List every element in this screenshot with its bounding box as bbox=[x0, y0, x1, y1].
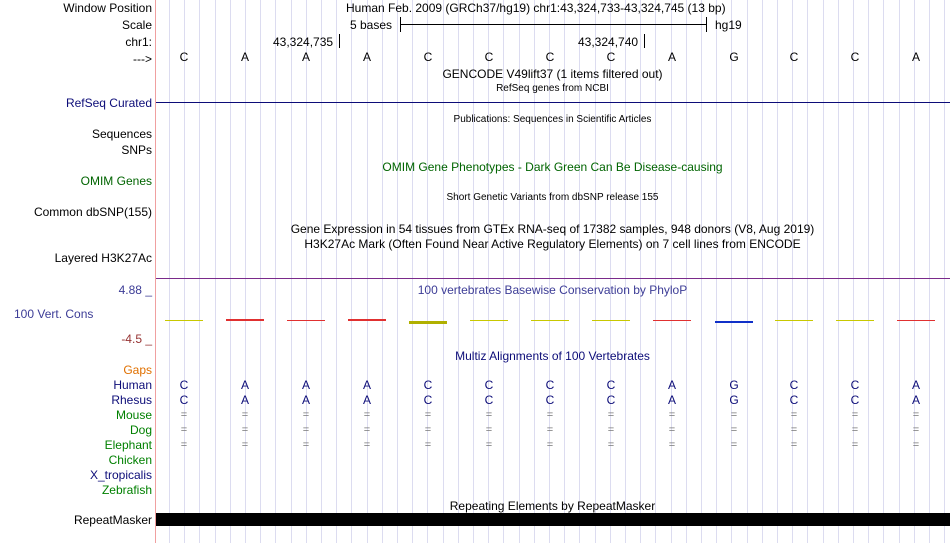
window-position-text: Human Feb. 2009 (GRCh37/hg19) chr1:43,324,733-43,324,745 (13 bp) bbox=[346, 1, 726, 15]
alignment-match: = bbox=[851, 409, 859, 421]
base-letter: C bbox=[850, 50, 860, 64]
alignment-match: = bbox=[363, 424, 371, 436]
species-label-elephant[interactable]: Elephant bbox=[104, 438, 152, 452]
alignment-match: = bbox=[180, 424, 188, 436]
refseq-label[interactable]: RefSeq Curated bbox=[65, 96, 152, 110]
alignment-match: = bbox=[668, 424, 676, 436]
alignment-base: G bbox=[729, 393, 739, 407]
scale-bar bbox=[400, 24, 706, 25]
gaps-label[interactable]: Gaps bbox=[123, 363, 152, 377]
alignment-match: = bbox=[607, 409, 615, 421]
alignment-match: = bbox=[485, 439, 493, 451]
alignment-base: C bbox=[179, 378, 189, 392]
gencode-track-title[interactable]: GENCODE V49lift37 (1 items filtered out) bbox=[442, 67, 663, 81]
base-letter: A bbox=[240, 50, 249, 64]
alignment-base: C bbox=[606, 393, 616, 407]
alignment-base: A bbox=[911, 393, 920, 407]
omim-track-title[interactable]: OMIM Gene Phenotypes - Dark Green Can Be Disease-causing bbox=[382, 160, 723, 174]
alignment-base: A bbox=[362, 393, 371, 407]
alignment-match: = bbox=[424, 439, 432, 451]
refseq-track-line[interactable] bbox=[156, 102, 950, 103]
phylop-score-bar bbox=[287, 320, 325, 321]
phylop-score-bar bbox=[592, 320, 630, 321]
species-label-human[interactable]: Human bbox=[113, 378, 152, 392]
alignment-match: = bbox=[912, 409, 920, 421]
refseq-track-title[interactable]: RefSeq genes from NCBI bbox=[496, 83, 609, 94]
species-label-dog[interactable]: Dog bbox=[129, 423, 152, 437]
species-label-x_tropicalis[interactable]: X_tropicalis bbox=[89, 468, 152, 482]
species-label-chicken[interactable]: Chicken bbox=[108, 453, 152, 467]
chrom-label: chr1: bbox=[125, 35, 152, 49]
phylop-score-bar bbox=[715, 321, 753, 323]
alignment-match: = bbox=[546, 424, 554, 436]
gtex-track-title[interactable]: Gene Expression in 54 tissues from GTEx RNA-seq of 17382 samples, 948 donors (V8, Aug 2019) bbox=[290, 222, 815, 236]
alignment-match: = bbox=[730, 409, 738, 421]
base-letter: C bbox=[606, 50, 616, 64]
phylop-score-bar bbox=[531, 320, 569, 321]
alignment-match: = bbox=[241, 409, 249, 421]
base-letter: A bbox=[667, 50, 676, 64]
alignment-match: = bbox=[851, 439, 859, 451]
alignment-match: = bbox=[180, 439, 188, 451]
alignment-base: C bbox=[606, 378, 616, 392]
alignment-match: = bbox=[241, 424, 249, 436]
phylop-track-title[interactable]: 100 vertebrates Basewise Conservation by PhyloP bbox=[417, 283, 688, 297]
scale-text: 5 bases bbox=[350, 18, 393, 32]
window-position-label: Window Position bbox=[63, 1, 152, 15]
repeatmasker-bar[interactable] bbox=[156, 513, 950, 526]
alignment-base: A bbox=[667, 378, 676, 392]
alignment-match: = bbox=[790, 424, 798, 436]
species-label-rhesus[interactable]: Rhesus bbox=[111, 393, 152, 407]
alignment-match: = bbox=[668, 409, 676, 421]
alignment-match: = bbox=[851, 424, 859, 436]
alignment-base: C bbox=[423, 378, 433, 392]
alignment-base: C bbox=[789, 378, 799, 392]
phylop-score-bar bbox=[165, 320, 203, 321]
alignment-base: A bbox=[240, 378, 249, 392]
phylop-label[interactable]: 100 Vert. Cons bbox=[14, 307, 94, 321]
alignment-base: C bbox=[484, 378, 494, 392]
alignment-base: C bbox=[789, 393, 799, 407]
alignment-base: A bbox=[240, 393, 249, 407]
alignment-base: A bbox=[911, 378, 920, 392]
phylop-score-bar bbox=[897, 320, 935, 321]
alignment-match: = bbox=[546, 409, 554, 421]
alignment-match: = bbox=[302, 439, 310, 451]
scale-db: hg19 bbox=[715, 18, 742, 32]
alignment-match: = bbox=[485, 424, 493, 436]
phylop-max-label: 4.88 _ bbox=[118, 283, 152, 297]
alignment-match: = bbox=[912, 439, 920, 451]
phylop-score-bar bbox=[470, 320, 508, 321]
alignment-match: = bbox=[546, 439, 554, 451]
species-label-mouse[interactable]: Mouse bbox=[115, 408, 152, 422]
position-tick-2 bbox=[644, 34, 645, 48]
alignment-base: C bbox=[545, 378, 555, 392]
dbsnp-track-title[interactable]: Short Genetic Variants from dbSNP release 155 bbox=[446, 192, 659, 203]
alignment-base: C bbox=[484, 393, 494, 407]
alignment-base: C bbox=[850, 393, 860, 407]
alignment-match: = bbox=[302, 409, 310, 421]
scale-bar-left-tick bbox=[400, 17, 401, 32]
alignment-match: = bbox=[607, 439, 615, 451]
base-letter: C bbox=[545, 50, 555, 64]
publications-track-title[interactable]: Publications: Sequences in Scientific Articles bbox=[453, 114, 652, 125]
alignment-match: = bbox=[607, 424, 615, 436]
alignment-match: = bbox=[180, 409, 188, 421]
scale-label: Scale bbox=[121, 18, 152, 32]
base-letter: C bbox=[484, 50, 494, 64]
alignment-match: = bbox=[790, 409, 798, 421]
omim-label[interactable]: OMIM Genes bbox=[80, 174, 152, 188]
alignment-match: = bbox=[424, 424, 432, 436]
strand-label: ---> bbox=[133, 52, 152, 66]
species-label-zebrafish[interactable]: Zebrafish bbox=[101, 483, 152, 497]
alignment-base: G bbox=[729, 378, 739, 392]
alignment-match: = bbox=[363, 409, 371, 421]
dbsnp-label[interactable]: Common dbSNP(155) bbox=[33, 205, 152, 219]
base-letter: A bbox=[911, 50, 920, 64]
alignment-match: = bbox=[241, 439, 249, 451]
alignment-match: = bbox=[363, 439, 371, 451]
h3k27ac-track-title[interactable]: H3K27Ac Mark (Often Found Near Active Regulatory Elements) on 7 cell lines from ENCODE bbox=[304, 237, 801, 251]
alignment-base: A bbox=[301, 393, 310, 407]
position-tick-1 bbox=[339, 34, 340, 48]
repeatmasker-track-title[interactable]: Repeating Elements by RepeatMasker bbox=[449, 499, 656, 513]
base-letter: A bbox=[362, 50, 371, 64]
base-letter: A bbox=[301, 50, 310, 64]
base-letter: C bbox=[789, 50, 799, 64]
phylop-min-label: -4.5 _ bbox=[121, 332, 152, 346]
alignment-base: C bbox=[179, 393, 189, 407]
alignment-base: A bbox=[667, 393, 676, 407]
h3k27ac-baseline bbox=[156, 278, 950, 279]
alignment-base: C bbox=[423, 393, 433, 407]
phylop-score-bar bbox=[836, 320, 874, 321]
alignment-match: = bbox=[302, 424, 310, 436]
multiz-track-title[interactable]: Multiz Alignments of 100 Vertebrates bbox=[455, 349, 650, 363]
alignment-base: A bbox=[301, 378, 310, 392]
position-label-1: 43,324,735 bbox=[273, 35, 334, 49]
base-letter: C bbox=[423, 50, 433, 64]
base-letter: G bbox=[729, 50, 739, 64]
position-label-2: 43,324,740 bbox=[578, 35, 639, 49]
alignment-match: = bbox=[424, 409, 432, 421]
phylop-score-bar bbox=[348, 319, 386, 321]
alignment-match: = bbox=[790, 439, 798, 451]
alignment-match: = bbox=[912, 424, 920, 436]
repeatmasker-label[interactable]: RepeatMasker bbox=[73, 513, 152, 527]
phylop-score-bar bbox=[409, 321, 447, 324]
alignment-match: = bbox=[485, 409, 493, 421]
alignment-base: A bbox=[362, 378, 371, 392]
phylop-score-bar bbox=[775, 320, 813, 321]
alignment-match: = bbox=[730, 439, 738, 451]
scale-bar-right-tick bbox=[706, 17, 707, 32]
h3k27ac-label[interactable]: Layered H3K27Ac bbox=[54, 251, 152, 265]
snps-label[interactable]: SNPs bbox=[121, 143, 152, 157]
base-letter: C bbox=[179, 50, 189, 64]
alignment-match: = bbox=[730, 424, 738, 436]
phylop-score-bar bbox=[226, 319, 264, 321]
alignment-base: C bbox=[545, 393, 555, 407]
phylop-score-bar bbox=[653, 320, 691, 321]
alignment-base: C bbox=[850, 378, 860, 392]
sequences-label[interactable]: Sequences bbox=[91, 127, 152, 141]
alignment-match: = bbox=[668, 439, 676, 451]
